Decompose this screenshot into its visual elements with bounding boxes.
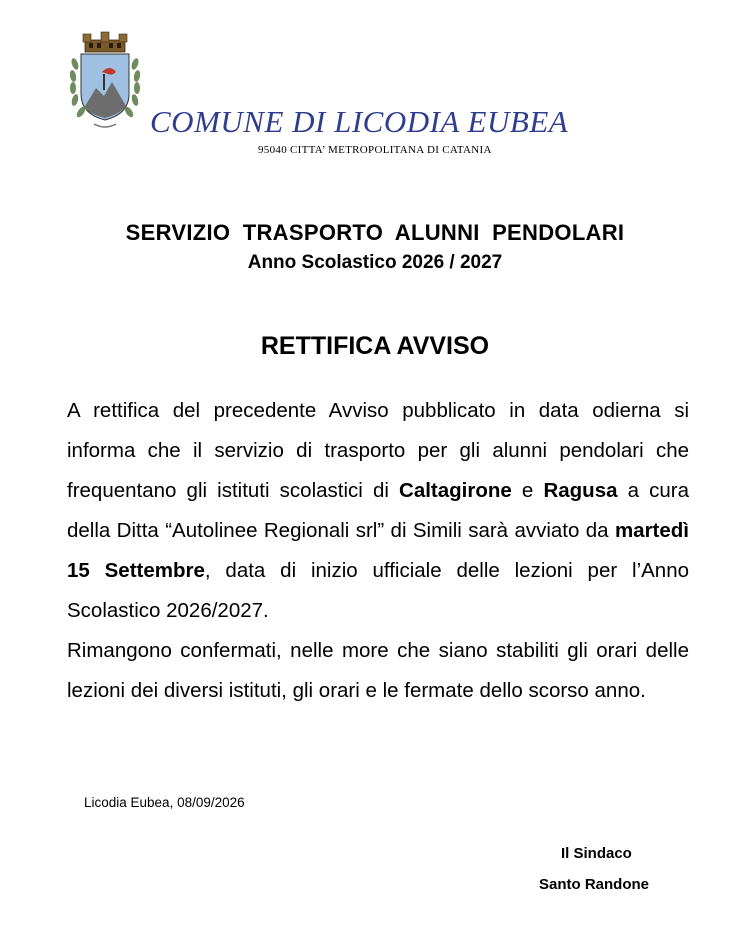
shield-icon (81, 54, 129, 120)
ribbon-icon (94, 124, 116, 127)
notice-title: RETTIFICA AVVISO (260, 332, 490, 360)
municipal-coat-of-arms (66, 30, 144, 132)
school-year: Anno Scolastico 2026 / 2027 (247, 252, 503, 273)
start-date: martedì 15 Settembre (67, 519, 689, 582)
municipality-name: COMUNE DI LICODIA EUBEA (150, 104, 569, 139)
paragraph-1: A rettifica del precedente Avviso pubblicato in data odierna si informa che il servizio di trasporto per gli alunni pendolari che frequentano gli istituti scolastici di Caltagirone e Ragusa a cura della Ditta “Autolinee Regionali srl” di Simili sarà avviato da martedì 15 Settembre, data di inizio ufficiale delle lezioni per l’Anno Scolastico 2026/2027. (67, 399, 690, 622)
notice-body (67, 391, 689, 711)
municipality-address: 95040 CITTA’ METROPOLITANA DI CATANIA (258, 144, 492, 156)
city-caltagirone: Caltagirone (399, 479, 512, 502)
city-ragusa: Ragusa (543, 479, 618, 502)
signature-name: Santo Randone (539, 876, 650, 893)
signature-role: Il Sindaco (561, 845, 632, 862)
paragraph-2: Rimangono confermati, nelle more che siano stabiliti gli orari delle lezioni dei diversi istituti, gli orari e le fermate dello scorso anno. (67, 639, 689, 702)
place-date: Licodia Eubea, 08/09/2026 (84, 795, 245, 810)
service-title: SERVIZIO TRASPORTO ALUNNI PENDOLARI (125, 220, 625, 245)
crown-icon (83, 32, 127, 52)
